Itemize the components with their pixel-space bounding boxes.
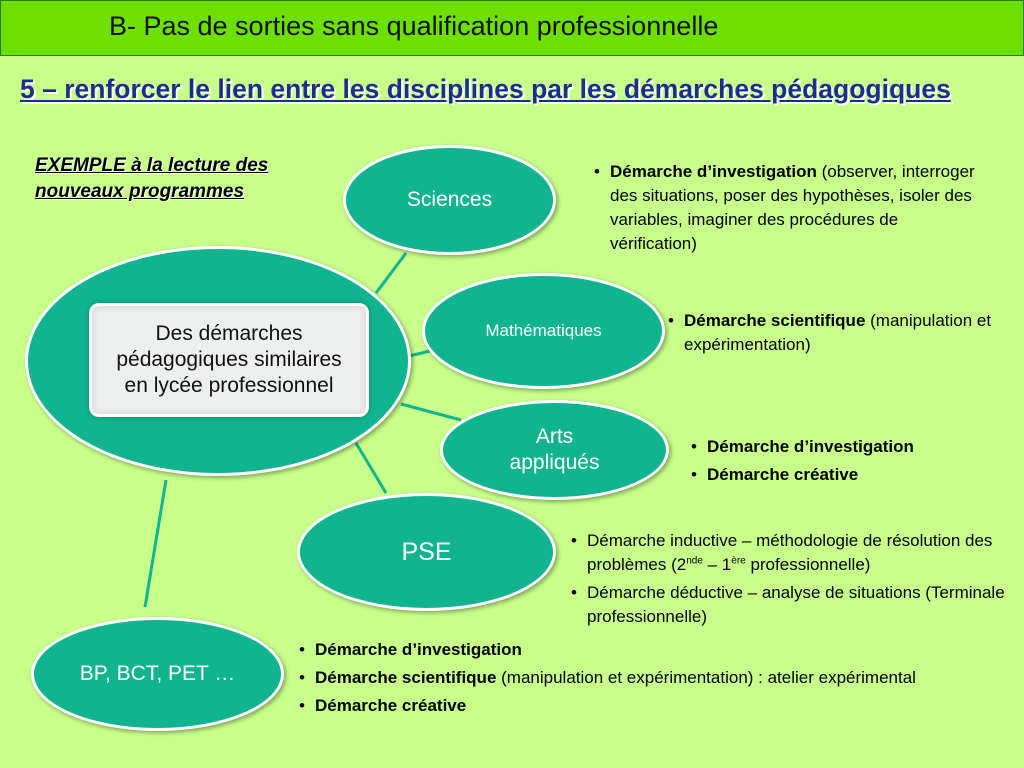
list-item: • Démarche inductive – méthodologie de résolution des problèmes (2nde – 1ère professionnelle) <box>570 529 1010 577</box>
node-bp-label: BP, BCT, PET … <box>79 662 236 685</box>
slide-subtitle: 5 – renforcer le lien entre les disciplines par les démarches pédagogiques <box>20 74 951 104</box>
list-item: • Démarche créative <box>690 461 1010 489</box>
node-arts-label-line-2: appliqués <box>509 451 600 474</box>
sciences-bullet-list <box>593 160 983 256</box>
example-label-line-2: nouveaux programmes <box>35 181 245 202</box>
center-line-1: Des démarches <box>155 322 303 345</box>
connector-maths <box>409 351 430 356</box>
connector-pse <box>356 443 386 493</box>
pse-bullet-list <box>570 529 1010 633</box>
node-arts-label-line-1: Arts <box>535 425 574 448</box>
example-label-line-1: EXEMPLE à la lecture des <box>35 155 269 176</box>
node-pse <box>297 493 556 611</box>
arts-bullet-list <box>690 433 1010 489</box>
maths-bullet-list <box>667 309 1024 357</box>
list-item: • Démarche créative <box>298 692 998 720</box>
list-item: • Démarche déductive – analyse de situations (Terminale professionnelle) <box>570 581 1010 629</box>
bp-bullet-list <box>298 636 998 720</box>
connector-sciences <box>376 253 406 293</box>
node-mathematiques <box>422 273 665 389</box>
list-item: • Démarche d’investigation <box>298 636 998 664</box>
node-pse-label: PSE <box>401 537 452 566</box>
connector-bp <box>145 480 166 607</box>
slide-title: B- Pas de sorties sans qualification professionnelle <box>109 11 719 41</box>
center-line-3: en lycée professionnel <box>124 374 334 397</box>
node-arts-appliques <box>440 400 669 500</box>
node-maths-label: Mathématiques <box>485 321 602 340</box>
node-sciences <box>343 145 556 255</box>
center-line-2: pédagogiques similaires <box>116 348 342 371</box>
node-sciences-label: Sciences <box>406 188 493 211</box>
connector-arts <box>401 404 461 420</box>
center-text-box <box>89 303 369 417</box>
node-bp-bct-pet <box>31 617 284 731</box>
list-item: • Démarche d’investigation (observer, interroger des situations, poser des hypothèses, isoler des variables, imaginer des procédures de vérification) <box>593 160 983 256</box>
list-item: • Démarche scientifique (manipulation et expérimentation) : atelier expérimental <box>298 664 998 692</box>
list-item: • Démarche d’investigation <box>690 433 1010 461</box>
list-item: • Démarche scientifique (manipulation et expérimentation) <box>667 309 1024 357</box>
